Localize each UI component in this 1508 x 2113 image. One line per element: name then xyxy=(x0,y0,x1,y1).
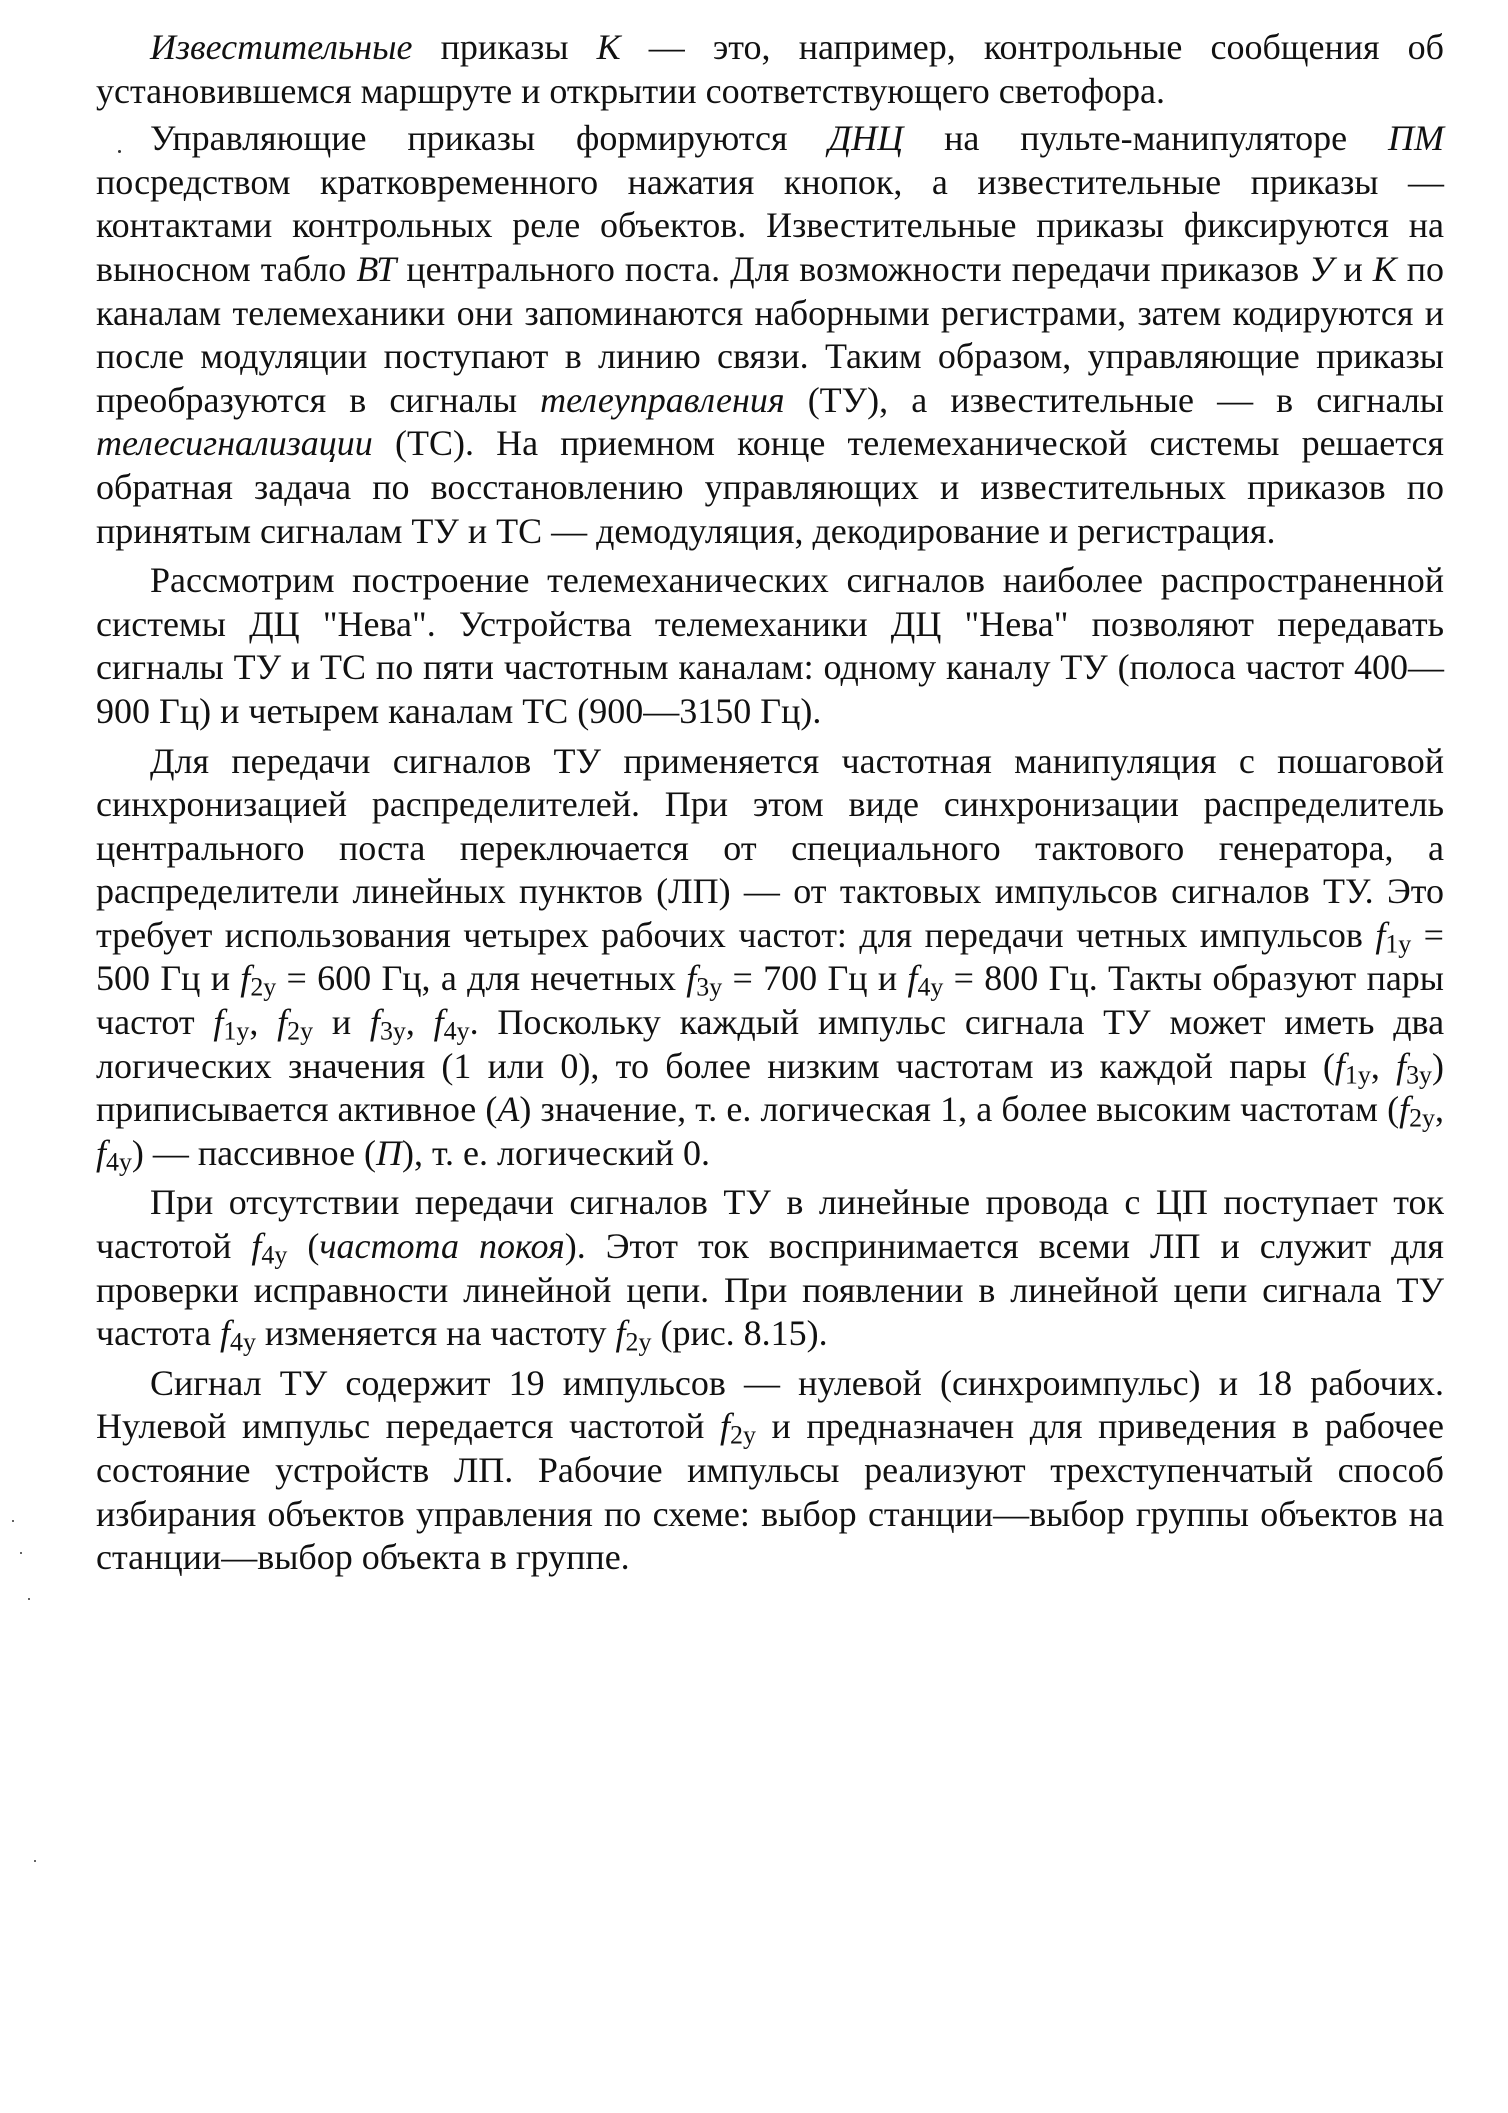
text-run: , xyxy=(1370,1045,1397,1086)
italic-text: ДНЦ xyxy=(828,118,904,159)
subscript: 2у xyxy=(287,1016,314,1046)
italic-text: У xyxy=(1309,248,1334,289)
italic-text: f xyxy=(220,1313,231,1354)
subscript: 3у xyxy=(696,973,723,1003)
text-run: ), т. е. логический 0. xyxy=(402,1132,711,1173)
italic-text: f xyxy=(251,1226,262,1267)
scan-speck xyxy=(118,150,121,153)
subscript: 4у xyxy=(917,973,944,1003)
subscript: 3у xyxy=(1406,1060,1432,1090)
italic-text: f xyxy=(1399,1089,1410,1130)
text-run: посредством кратковременного нажатия кнопок, а известительные приказы — контактами контрольных реле объектов. Известительные приказы фиксируются на выносном табло xyxy=(96,161,1444,289)
text-run: ). Этот ток воспринимается всеми ЛП и служит для проверки исправности линейной цепи. При появлении в линейной цепи сигнала ТУ частота xyxy=(96,1226,1444,1354)
text-run: ) значение, т. е. логическая 1, а более высоким частотам ( xyxy=(519,1089,1400,1130)
text-run: Сигнал ТУ содержит 19 импульсов — нулевой (синхроимпульс) и 18 рабочих. Нулевой импульс передается частотой xyxy=(96,1362,1444,1447)
paragraph-2 xyxy=(96,117,1444,553)
subscript: 4у xyxy=(261,1240,288,1270)
italic-text: f xyxy=(277,1002,288,1043)
text-run: и xyxy=(313,1002,370,1043)
text-run: и xyxy=(1333,248,1373,289)
italic-text: f xyxy=(213,1002,224,1043)
subscript: 1у xyxy=(223,1016,250,1046)
subscript: 1у xyxy=(1344,1060,1371,1090)
body-text xyxy=(96,26,1444,1586)
scan-speck xyxy=(28,1598,30,1600)
italic-text: А xyxy=(497,1089,520,1130)
text-run: на пульте-манипуляторе xyxy=(903,118,1388,159)
text-run: = 700 Гц и xyxy=(722,958,908,999)
italic-text: f xyxy=(1334,1045,1345,1086)
subscript: 2у xyxy=(250,973,277,1003)
subscript: 1у xyxy=(1385,929,1412,959)
italic-text: телеуправления xyxy=(540,379,785,420)
italic-text: f xyxy=(686,958,697,999)
scan-speck xyxy=(20,1552,22,1554)
text-run: , xyxy=(1435,1089,1444,1130)
italic-text: f xyxy=(433,1002,444,1043)
italic-text: Известительные xyxy=(150,27,413,67)
scan-speck xyxy=(34,1860,36,1862)
italic-text: f xyxy=(1375,914,1386,955)
text-run: Рассмотрим построение телемеханических сигналов наиболее распространенной системы ДЦ "Нева". Устройства телемеханики ДЦ "Нева" позволяют передавать сигналы ТУ и ТС по пяти частотным каналам: одному каналу ТУ (полоса частот 400—900 Гц) и четырем каналам ТС (900—3150 Гц). xyxy=(96,560,1444,731)
italic-text: ПМ xyxy=(1388,118,1444,159)
text-run: центрального поста. Для возможности передачи приказов xyxy=(396,248,1310,289)
subscript: 3у xyxy=(379,1016,406,1046)
subscript: 2у xyxy=(625,1327,652,1357)
paragraph-3 xyxy=(96,559,1444,733)
subscript: 2у xyxy=(1409,1103,1435,1133)
text-run: (ТС). На приемном конце телемеханической системы решается обратная задача по восстановлению управляющих и известительных приказов по принятым сигналам ТУ и ТС — демодуляция, декодирование и регистрация. xyxy=(96,423,1444,551)
subscript: 4у xyxy=(106,1147,132,1177)
text-run: — это, например, контрольные сообщения об установившемся маршруте и открытии соответствующего светофора. xyxy=(96,27,1444,111)
text-run: (ТУ), а известительные — в сигналы xyxy=(784,379,1444,420)
paragraph-4 xyxy=(96,740,1444,1176)
italic-text: К xyxy=(596,27,621,67)
italic-text: П xyxy=(376,1132,403,1173)
italic-text: f xyxy=(96,1132,107,1173)
italic-text: частота покоя xyxy=(319,1226,565,1267)
text-run: = 600 Гц, а для нечетных xyxy=(276,958,687,999)
text-run: При отсутствии передачи сигналов ТУ в линейные провода с ЦП поступает ток частотой xyxy=(96,1182,1444,1267)
italic-text: f xyxy=(240,958,251,999)
italic-text: f xyxy=(720,1406,731,1447)
subscript: 2у xyxy=(730,1421,756,1451)
italic-text: ВТ xyxy=(356,248,397,289)
text-run: = 800 Гц. Такты образуют пары частот xyxy=(96,958,1444,1043)
italic-text: f xyxy=(1396,1045,1407,1086)
text-run: приказы xyxy=(412,27,597,67)
text-run: ( xyxy=(287,1226,320,1267)
text-run: , xyxy=(405,1002,434,1043)
text-run: Для передачи сигналов ТУ применяется частотная манипуляция с пошаговой синхронизацией распределителей. При этом виде синхронизации распределитель центрального поста переключается от специального тактового генератора, а распределители линейных пунктов (ЛП) — от тактовых импульсов сигналов ТУ. Это требует использования четырех рабочих частот: для передачи четных импульсов xyxy=(96,740,1444,955)
text-run: и предназначен для приведения в рабочее состояние устройств ЛП. Рабочие импульсы реализуют трехступенчатый способ избирания объектов управления по схеме: выбор станции—выбор группы объектов на станции—выбор объекта в группе. xyxy=(96,1406,1444,1578)
text-run: . Поскольку каждый импульс сигнала ТУ может иметь два логических значения (1 или 0), то более низким частотам из каждой пары ( xyxy=(96,1002,1445,1086)
text-run: ) приписывается активное ( xyxy=(96,1045,1444,1130)
italic-text: f xyxy=(369,1002,380,1043)
italic-text: f xyxy=(907,958,918,999)
italic-text: телесигнализации xyxy=(96,423,373,464)
text-run: по каналам телемеханики они запоминаются наборными регистрами, затем кодируются и после модуляции поступают в линию связи. Таким образом, управляющие приказы преобразуются в сигналы xyxy=(96,248,1445,420)
text-run: , xyxy=(249,1002,278,1043)
subscript: 4у xyxy=(230,1327,256,1357)
text-run: Управляющие приказы формируются xyxy=(150,118,829,159)
italic-text: f xyxy=(615,1313,626,1354)
text-run: ) — пассивное ( xyxy=(131,1132,377,1173)
italic-text: К xyxy=(1372,248,1397,289)
paragraph-5 xyxy=(96,1181,1444,1355)
paragraph-6 xyxy=(96,1362,1444,1580)
paragraph-1 xyxy=(96,26,1444,113)
text-run: (рис. 8.15). xyxy=(651,1313,828,1354)
text-run: изменяется на частоту xyxy=(255,1313,616,1354)
scan-speck xyxy=(12,1520,14,1522)
subscript: 4у xyxy=(443,1016,470,1046)
text-run: = 500 Гц и xyxy=(96,914,1444,999)
